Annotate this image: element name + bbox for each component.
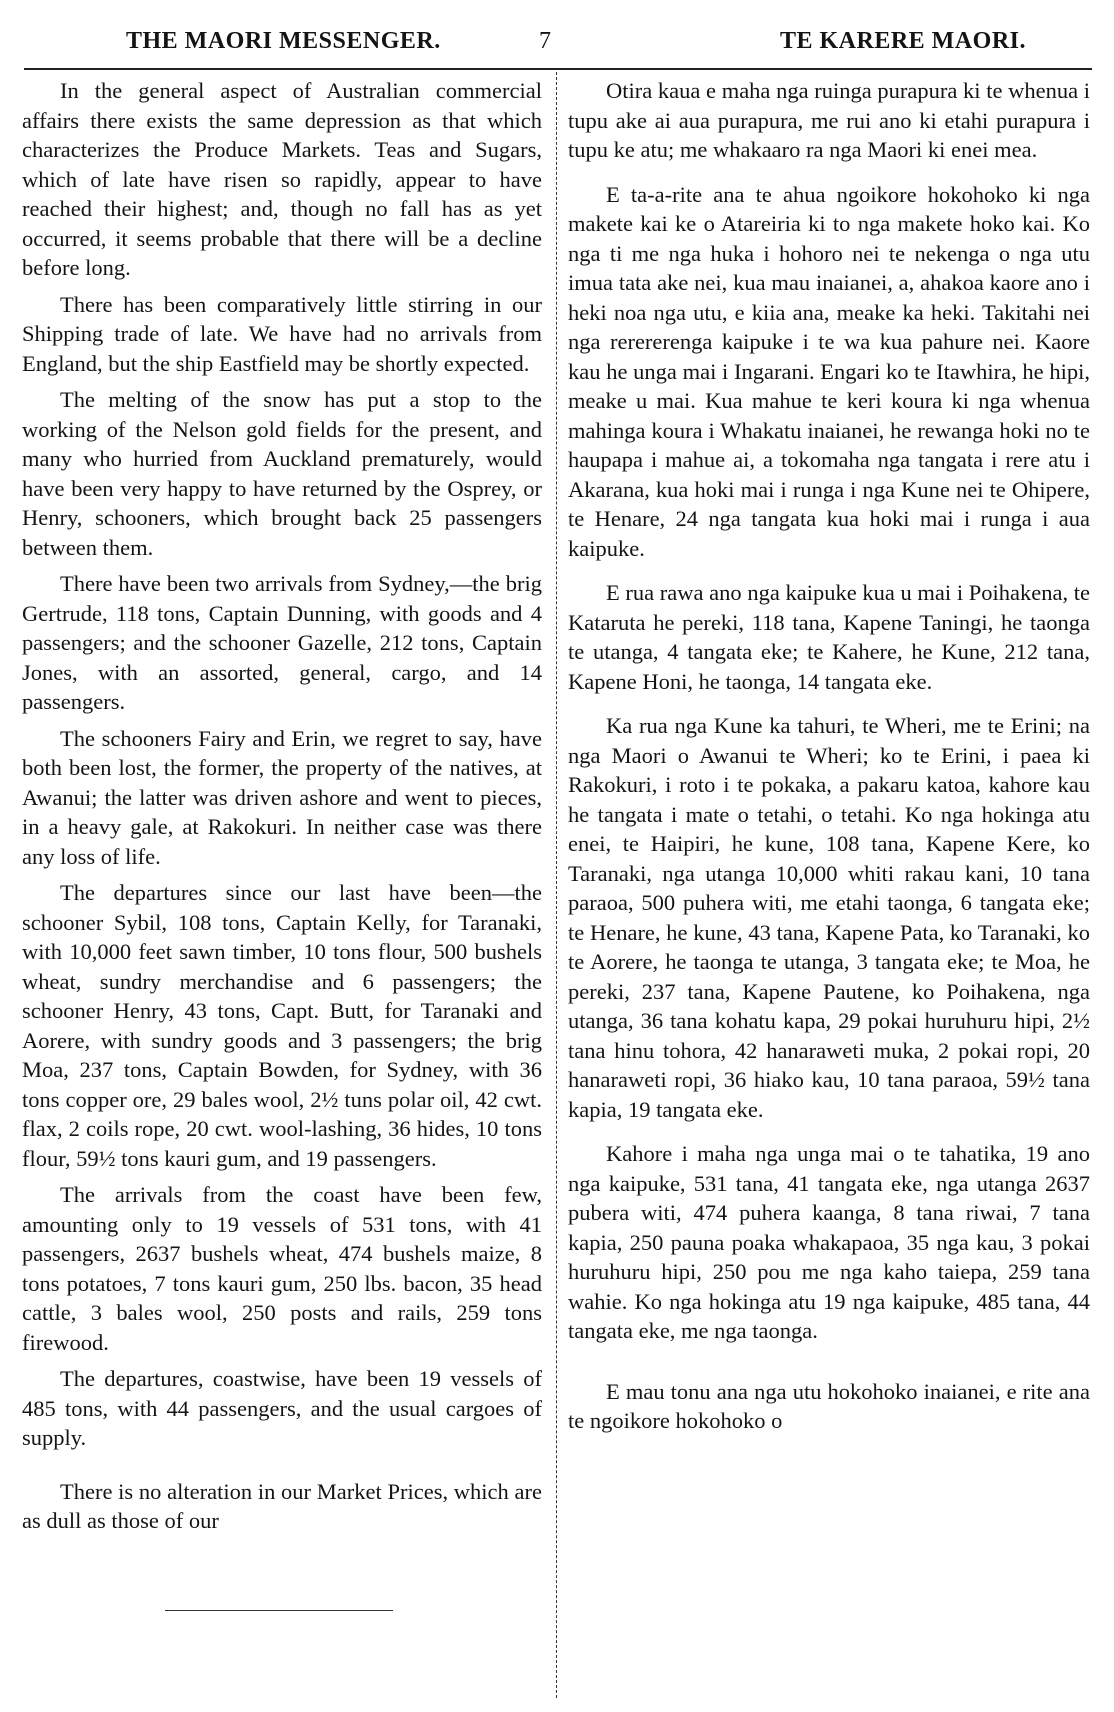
maori-paragraph-purapura: Otira kaua e maha nga ruinga purapura ki te whenua i tupu ake ai aua purapura, me rui ano ki etahi purapura i tupu ke atu; me whakaaro ra nga Maori ki enei mea. bbox=[568, 78, 1090, 162]
english-paragraph-coast-arrivals: The arrivals from the coast have been few, amounting only to 19 vessels of 531 tons, with 41 passengers, 2637 bushels wheat, 474 bushels maize, 8 tons potatoes, 7 tons kauri gum, 250 lbs. bacon, 35 head cattle, 3 bales wool, 250 posts and rails, 259 tons firewood. bbox=[22, 1182, 542, 1355]
page-number: 7 bbox=[539, 28, 552, 54]
masthead bbox=[20, 20, 1094, 56]
section-separator bbox=[165, 1610, 393, 1611]
maori-title: TE KARERE MAORI. bbox=[779, 28, 1026, 54]
english-paragraph-market-prices: There is no alteration in our Market Prices, which are as dull as those of our bbox=[22, 1478, 542, 1533]
english-paragraph-shipping-trade: There has been comparatively little stirring in our Shipping trade of late. We have had no arrivals from England, but the ship Eastfield may be shortly expected. bbox=[22, 291, 542, 376]
maori-paragraph-tahatika: Kahore i maha nga unga mai o te tahatika, 19 ano nga kaipuke, 531 tana, 41 tangata eke, nga utanga 2637 pubera witi, 474 puhera kaanga, 8 tana riwai, 7 tana kapia, 250 pauna poaka whakapaoa, 35 nga kau, 3 pokai huruhuru hipi, 250 pou me nga kaho taiepa, 259 tana wahie. Ko nga hokinga atu 19 nga kaipuke, 485 tana, 44 tangata eke, me nga taonga. bbox=[568, 1141, 1090, 1343]
maori-paragraph-poihakena-arrivals: E rua rawa ano nga kaipuke kua u mai i Poihakena, te Kataruta he pereki, 118 tana, Kapene Taningi, he taonga te utanga, 4 tangata eke; te Kahere, he Kune, 212 tana, Kapene Honi, he taonga, 14 tangata eke. bbox=[568, 580, 1090, 694]
maori-paragraph-utu-hokohoko: E mau tonu ana nga utu hokohoko inaianei, e rite ana te ngoikore hokohoko o bbox=[568, 1378, 1090, 1433]
english-paragraph-australian-commerce: In the general aspect of Australian commercial affairs there exists the same depression as that which characterizes the Produce Markets. Teas and Sugars, which of late have risen so rapidly, appear to have reached their highest; and, though no fall has as yet occurred, it seems probable that there will be a decline before long. bbox=[22, 78, 542, 280]
maori-paragraph-kune-tahuri: Ka rua nga Kune ka tahuri, te Wheri, me te Erini; na nga Maori o Awanui te Wheri; ko te Erini, i paea ki Rakokuri, i roto i te pokaka, a pakaru katoa, kahore kau he tangata i mate o tetahi, o tetahi. Ko nga hokinga atu enei, te Haipiri, he kune, 108 tana, Kapene Kere, ko Taranaki, nga utanga 10,000 whiti rakau kani, 10 tana paraoa, 500 puhera witi, me etahi taonga, 6 tangata eke; te Henare, he kune, 43 tana, Kapene Pata, ko Taranaki, ko te Aorere, he taonga te utanga, 3 tangata eke; te Moa, he pereki, 237 tana, Kapene Pautene, ko Poihakena, nga utanga, 36 tana kohatu kapa, 29 pokai huruhuru hipi, 2½ tana hinu tohora, 42 hanaraweti muka, 2 pokai ropi, 20 hanaraweti ropi, 36 hiako kau, 10 tana paraoa, 59½ tana kapia, 19 tangata eke. bbox=[568, 713, 1090, 1122]
english-paragraph-coastwise-departures: The departures, coastwise, have been 19 vessels of 485 tons, with 44 passengers, and the usual cargoes of supply. bbox=[22, 1366, 542, 1450]
english-paragraph-sydney-arrivals: There have been two arrivals from Sydney,—the brig Gertrude, 118 tons, Captain Dunning, with goods and 4 passengers; and the schooner Gazelle, 212 tons, Captain Jones, with an assorted, general, cargo, and 14 passengers. bbox=[22, 571, 542, 714]
maori-column bbox=[568, 76, 1090, 1436]
column-divider bbox=[556, 72, 557, 1698]
masthead-rule bbox=[24, 68, 1092, 70]
english-column bbox=[22, 76, 542, 1536]
maori-paragraph-makete: E ta-a-rite ana te ahua ngoikore hokohoko ki nga makete kai ke o Atareiria ki to nga makete hoko kai. Ko nga ti me nga huka i hohoro nei te nekenga o nga utu imua tata ake nei, kua mau inaianei, a, ahakoa kaore ano i heki noa nga utu, e kiia ana, meake ka heki. Takitahi nei nga rerererenga kaipuke i te wa kua pahure nei. Kaore kau he unga mai i Ingarani. Engari ko te Itawhira, he hipi, meake u mai. Kua mahue te keri koura ki nga whenua mahinga koura i Whakatu inaianei, he rewanga hoki no te haupapa i mahue ai, a tokomaha nga tangata i rere atu i Akarana, kua hoki mai i runga i nga Kune nei te Ohipere, te Henare, 24 nga tangata kua hoki mai i runga i aua kaipuke. bbox=[568, 181, 1090, 561]
english-title: THE MAORI MESSENGER. bbox=[126, 28, 441, 54]
english-paragraph-departures: The departures since our last have been—the schooner Sybil, 108 tons, Captain Kelly, for Taranaki, with 10,000 feet sawn timber, 10 tons flour, 500 bushels wheat, sundry merchandise and 6 passengers; the schooner Henry, 43 tons, Capt. Butt, for Taranaki and Aorere, with sundry goods and 3 passengers; the brig Moa, 237 tons, Captain Bowden, for Sydney, with 36 tons copper ore, 29 bales wool, 2½ tuns polar oil, 42 cwt. flax, 2 coils rope, 20 cwt. wool-lashing, 36 hides, 10 tons flour, 59½ tons kauri gum, and 19 passengers. bbox=[22, 880, 542, 1171]
english-paragraph-nelson-gold-fields: The melting of the snow has put a stop to the working of the Nelson gold fields for the present, and many who hurried from Auckland prematurely, would have been very happy to have returned by the Osprey, or Henry, schooners, which brought back 25 passengers between them. bbox=[22, 387, 542, 560]
english-paragraph-schooners-lost: The schooners Fairy and Erin, we regret to say, have both been lost, the former, the property of the natives, at Awanui; the latter was driven ashore and went to pieces, in a heavy gale, at Rakokuri. In neither case was there any loss of life. bbox=[22, 725, 542, 869]
